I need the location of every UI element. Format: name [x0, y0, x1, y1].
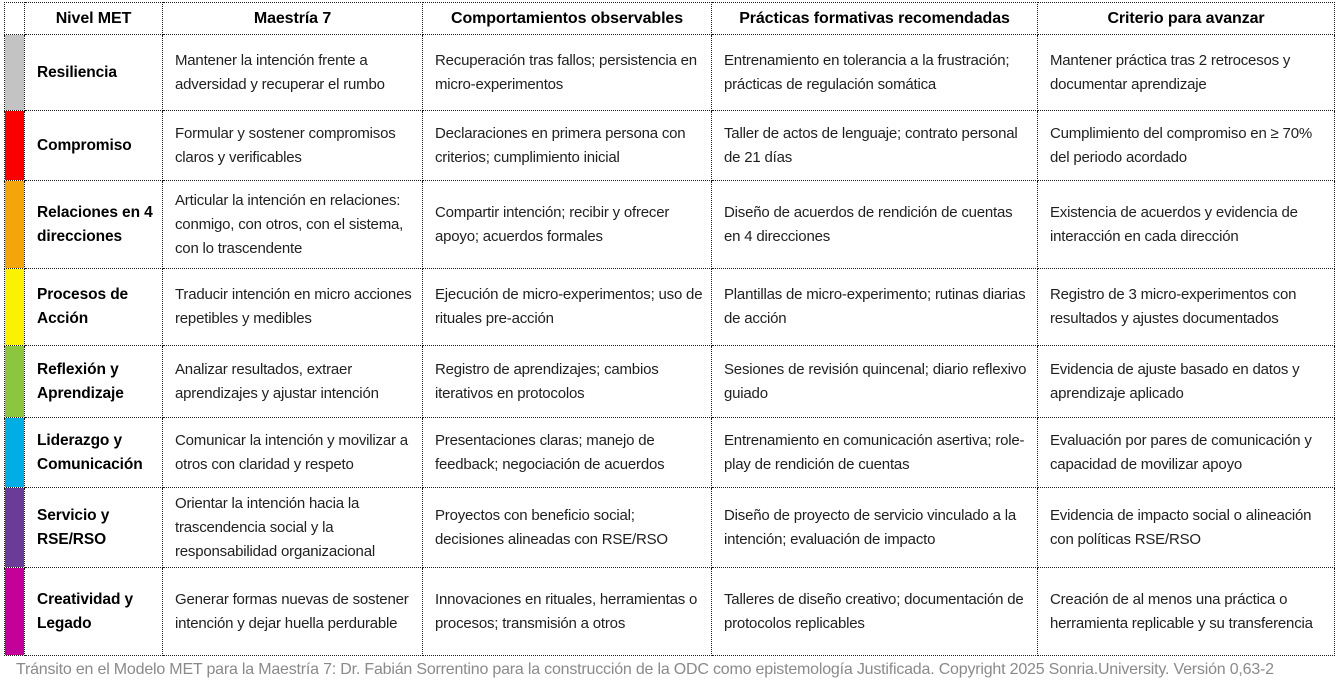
cell-maestria: Analizar resultados, extraer aprendizajes y ajustar intención — [163, 346, 423, 418]
cell-maestria: Comunicar la intención y movilizar a otros con claridad y respeto — [163, 418, 423, 488]
cell-maestria: Articular la intención en relaciones: conmigo, con otros, con el sistema, con lo trascendente — [163, 181, 423, 269]
table-row — [5, 488, 1335, 568]
level-color-bar — [5, 418, 25, 488]
cell-comportamientos: Declaraciones en primera persona con criterios; cumplimiento inicial — [423, 111, 712, 181]
column-header-nivel-met: Nivel MET — [25, 3, 163, 35]
cell-criterio: Existencia de acuerdos y evidencia de interacción en cada dirección — [1038, 181, 1335, 269]
met-levels-table — [4, 2, 1335, 656]
table-row — [5, 346, 1335, 418]
table-row — [5, 35, 1335, 111]
table-row — [5, 181, 1335, 269]
level-color-bar — [5, 269, 25, 346]
attribution-footer: Tránsito en el Modelo MET para la Maestría 7: Dr. Fabián Sorrentino para la construcción de la ODC como epistemología Justificada. Copyright 2025 Sonria.University. Versión 0,63-2 — [16, 661, 1274, 678]
cell-practicas: Entrenamiento en tolerancia a la frustración; prácticas de regulación somática — [712, 35, 1038, 111]
column-header-comportamientos: Comportamientos observables — [423, 3, 712, 35]
table-row — [5, 418, 1335, 488]
level-name: Liderazgo y Comunicación — [25, 418, 163, 488]
column-header-maestria-7: Maestría 7 — [163, 3, 423, 35]
table-row — [5, 111, 1335, 181]
level-name: Relaciones en 4 direcciones — [25, 181, 163, 269]
cell-practicas: Diseño de proyecto de servicio vinculado a la intención; evaluación de impacto — [712, 488, 1038, 568]
cell-maestria: Orientar la intención hacia la trascendencia social y la responsabilidad organizacional — [163, 488, 423, 568]
cell-comportamientos: Ejecución de micro-experimentos; uso de rituales pre-acción — [423, 269, 712, 346]
cell-practicas: Entrenamiento en comunicación asertiva; role-play de rendición de cuentas — [712, 418, 1038, 488]
cell-comportamientos: Recuperación tras fallos; persistencia en micro-experimentos — [423, 35, 712, 111]
cell-practicas: Plantillas de micro-experimento; rutinas diarias de acción — [712, 269, 1038, 346]
table-corner-spacer — [5, 3, 25, 35]
level-color-bar — [5, 346, 25, 418]
cell-comportamientos: Presentaciones claras; manejo de feedback; negociación de acuerdos — [423, 418, 712, 488]
cell-criterio: Mantener práctica tras 2 retrocesos y documentar aprendizaje — [1038, 35, 1335, 111]
cell-practicas: Diseño de acuerdos de rendición de cuentas en 4 direcciones — [712, 181, 1038, 269]
level-color-bar — [5, 181, 25, 269]
table-row — [5, 568, 1335, 656]
cell-criterio: Cumplimiento del compromiso en ≥ 70% del periodo acordado — [1038, 111, 1335, 181]
cell-maestria: Traducir intención en micro acciones repetibles y medibles — [163, 269, 423, 346]
level-name: Resiliencia — [25, 35, 163, 111]
cell-maestria: Formular y sostener compromisos claros y verificables — [163, 111, 423, 181]
cell-comportamientos: Proyectos con beneficio social; decisiones alineadas con RSE/RSO — [423, 488, 712, 568]
cell-maestria: Mantener la intención frente a adversidad y recuperar el rumbo — [163, 35, 423, 111]
level-name: Compromiso — [25, 111, 163, 181]
level-name: Procesos de Acción — [25, 269, 163, 346]
column-header-practicas: Prácticas formativas recomendadas — [712, 3, 1038, 35]
cell-criterio: Registro de 3 micro-experimentos con resultados y ajustes documentados — [1038, 269, 1335, 346]
column-header-criterio: Criterio para avanzar — [1038, 3, 1335, 35]
cell-criterio: Creación de al menos una práctica o herramienta replicable y su transferencia — [1038, 568, 1335, 656]
cell-maestria: Generar formas nuevas de sostener intención y dejar huella perdurable — [163, 568, 423, 656]
cell-criterio: Evaluación por pares de comunicación y capacidad de movilizar apoyo — [1038, 418, 1335, 488]
cell-comportamientos: Compartir intención; recibir y ofrecer apoyo; acuerdos formales — [423, 181, 712, 269]
header-row — [5, 3, 1335, 35]
cell-criterio: Evidencia de impacto social o alineación con políticas RSE/RSO — [1038, 488, 1335, 568]
cell-practicas: Sesiones de revisión quincenal; diario reflexivo guiado — [712, 346, 1038, 418]
cell-comportamientos: Innovaciones en rituales, herramientas o procesos; transmisión a otros — [423, 568, 712, 656]
level-name: Creatividad y Legado — [25, 568, 163, 656]
cell-criterio: Evidencia de ajuste basado en datos y aprendizaje aplicado — [1038, 346, 1335, 418]
level-color-bar — [5, 488, 25, 568]
table-row — [5, 269, 1335, 346]
cell-practicas: Talleres de diseño creativo; documentación de protocolos replicables — [712, 568, 1038, 656]
level-name: Servicio y RSE/RSO — [25, 488, 163, 568]
level-color-bar — [5, 35, 25, 111]
level-name: Reflexión y Aprendizaje — [25, 346, 163, 418]
level-color-bar — [5, 111, 25, 181]
level-color-bar — [5, 568, 25, 656]
cell-comportamientos: Registro de aprendizajes; cambios iterativos en protocolos — [423, 346, 712, 418]
cell-practicas: Taller de actos de lenguaje; contrato personal de 21 días — [712, 111, 1038, 181]
